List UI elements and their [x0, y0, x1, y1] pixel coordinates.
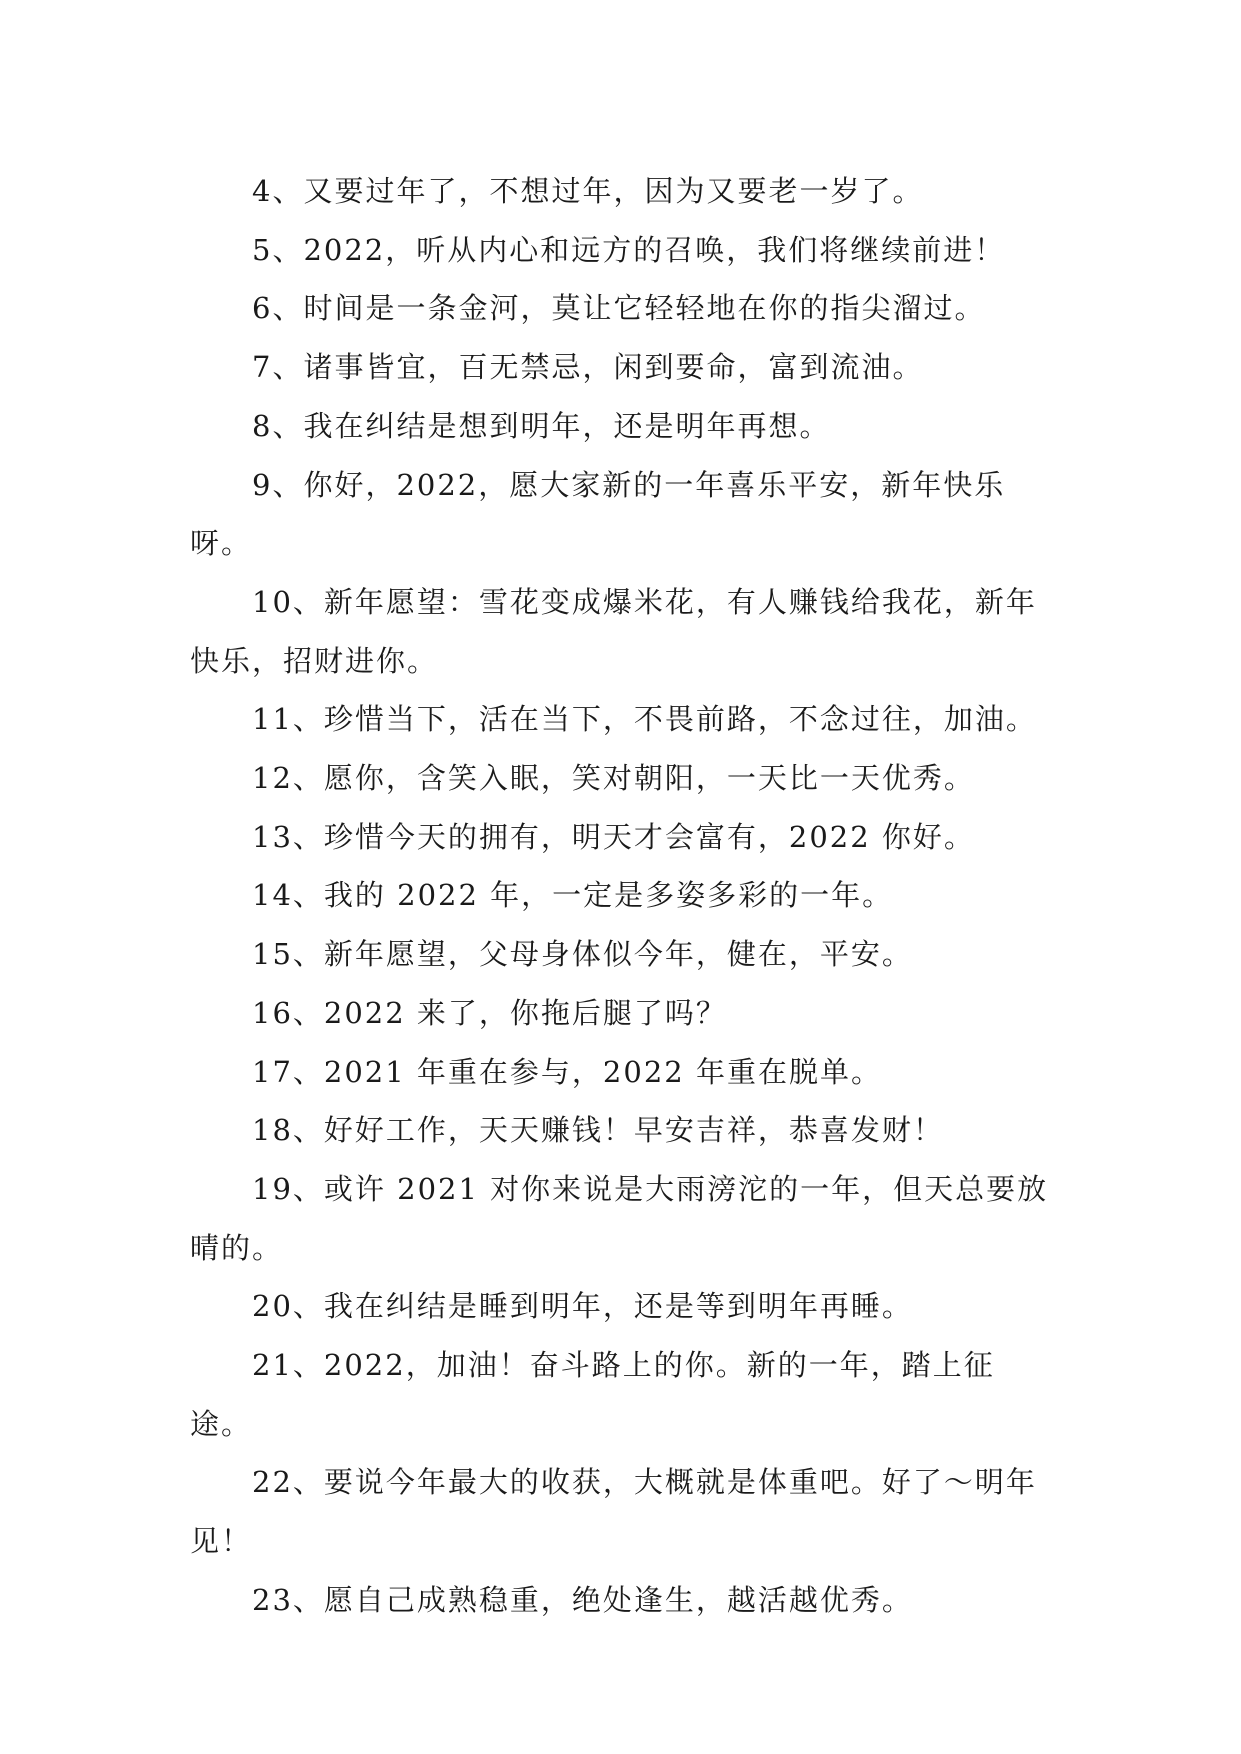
- paragraph-10: 10、新年愿望：雪花变成爆米花，有人赚钱给我花，新年快乐，招财进你。: [190, 584, 1037, 678]
- paragraph-23: 23、愿自己成熟稳重，绝处逢生，越活越优秀。: [252, 1582, 913, 1617]
- paragraph-14: 14、我的 2022 年，一定是多姿多彩的一年。: [252, 878, 894, 913]
- paragraph-4: 4、又要过年了，不想过年，因为又要老一岁了。: [252, 174, 924, 208]
- paragraph-20: 20、我在纠结是睡到明年，还是等到明年再睡。: [252, 1289, 913, 1324]
- paragraph-21: 21、2022，加油！奋斗路上的你。新的一年，踏上征途。: [190, 1348, 995, 1441]
- paragraph-15: 15、新年愿望，父母身体似今年，健在，平安。: [252, 937, 913, 972]
- paragraph-16: 16、2022 来了，你拖后腿了吗？: [252, 995, 727, 1030]
- paragraph-11: 11、珍惜当下，活在当下，不畏前路，不念过往，加油。: [252, 702, 1037, 737]
- paragraph-6: 6、时间是一条金河，莫让它轻轻地在你的指尖溜过。: [252, 291, 986, 326]
- paragraph-12: 12、愿你，含笑入眠，笑对朝阳，一天比一天优秀。: [252, 761, 975, 796]
- paragraph-17: 17、2021 年重在参与，2022 年重在脱单。: [252, 1054, 882, 1089]
- paragraph-9: 9、你好，2022，愿大家新的一年喜乐平安，新年快乐呀。: [190, 467, 1006, 561]
- document-body: [190, 162, 1052, 1630]
- paragraph-13: 13、珍惜今天的拥有，明天才会富有，2022 你好。: [252, 819, 975, 854]
- paragraph-18: 18、好好工作，天天赚钱！早安吉祥，恭喜发财！: [252, 1113, 944, 1148]
- paragraph-7: 7、诸事皆宜，百无禁忌，闲到要命，富到流油。: [252, 350, 924, 385]
- paragraph-19: 19、或许 2021 对你来说是大雨滂沱的一年，但天总要放晴的。: [190, 1171, 1049, 1265]
- paragraph-5: 5、2022，听从内心和远方的召唤，我们将继续前进！: [252, 232, 1006, 267]
- paragraph-8: 8、我在纠结是想到明年，还是明年再想。: [252, 408, 831, 443]
- paragraph-22: 22、要说今年最大的收获，大概就是体重吧。好了～明年见！: [190, 1465, 1037, 1559]
